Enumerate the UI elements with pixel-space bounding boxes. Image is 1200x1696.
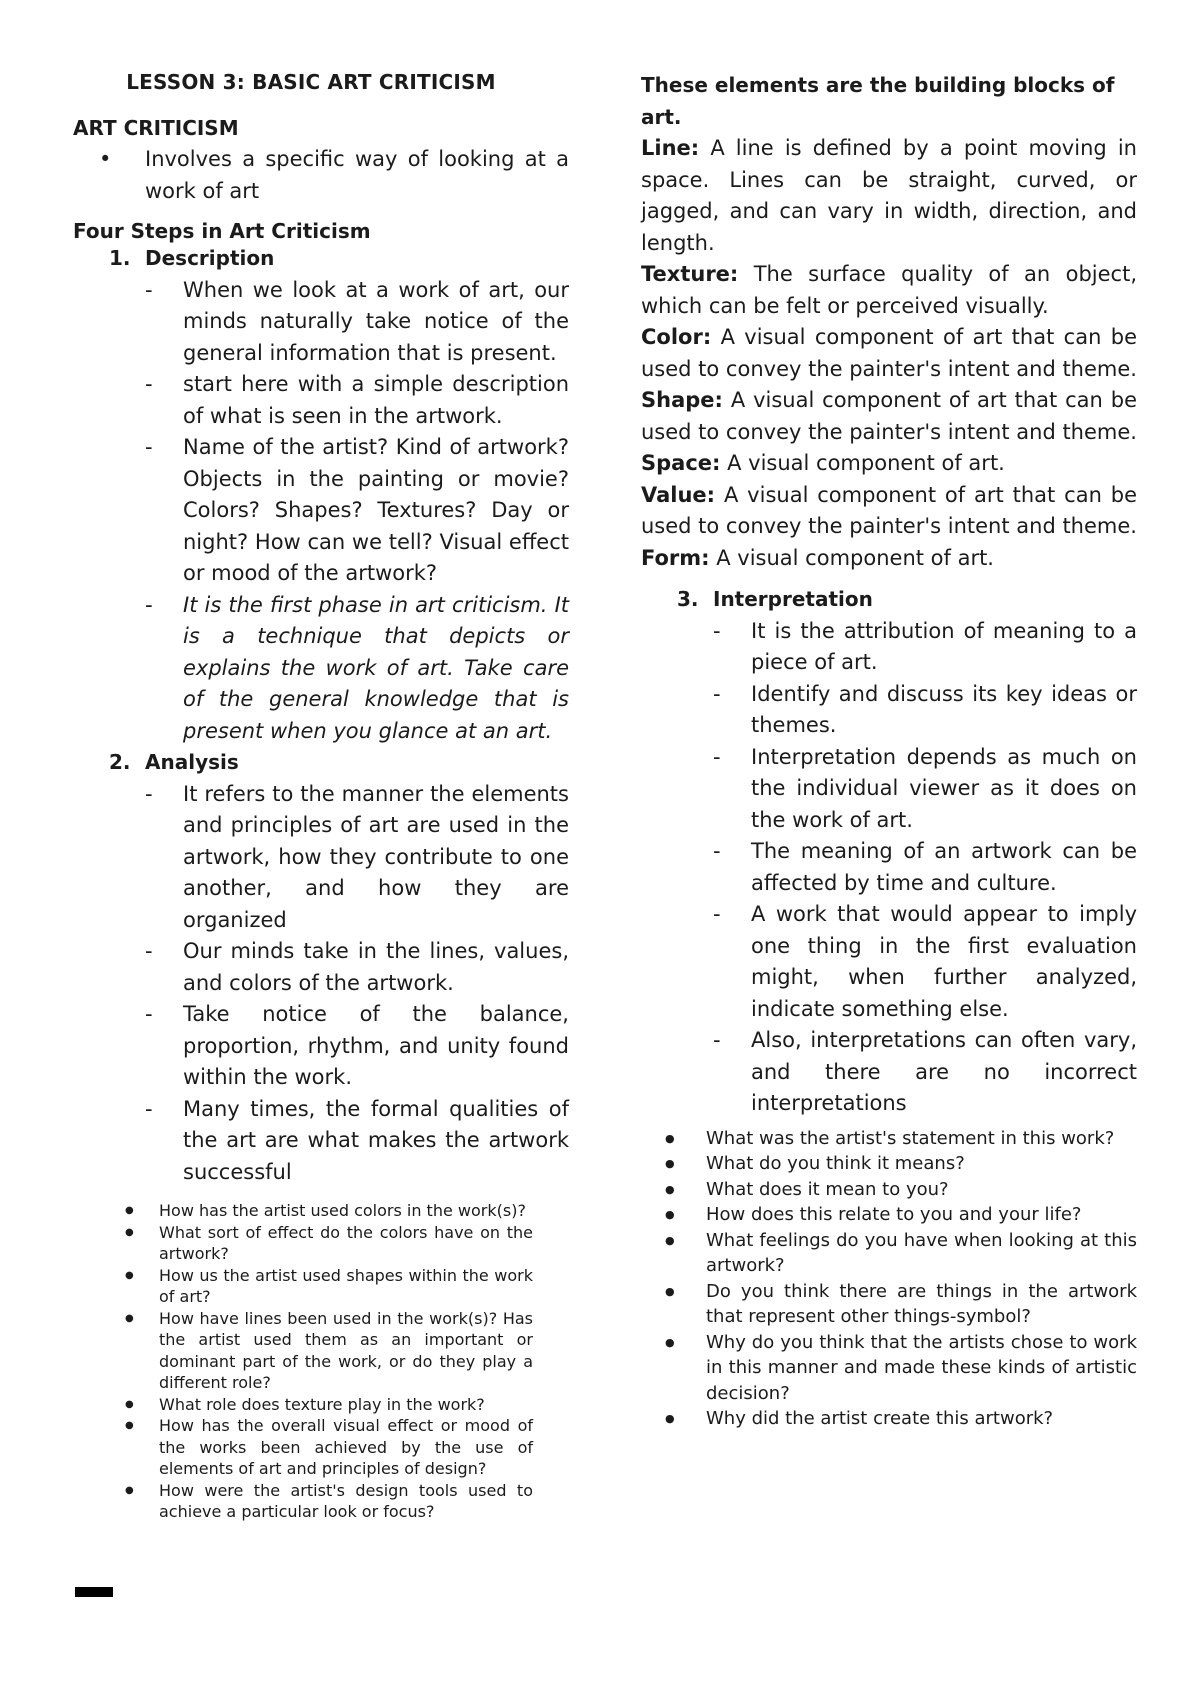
list-item: - Interpretation depends as much on the individual viewer as it does on the work of art. bbox=[641, 742, 1137, 837]
list-item: - A work that would appear to imply one thing in the first evaluation might, when further analyzed, indicate something else. bbox=[641, 899, 1137, 1025]
list-item: - Name of the artist? Kind of artwork? Objects in the painting or movie? Colors? Shapes? Textures? Day or night? How can we tell? Visual effect or mood of the artwork? bbox=[73, 432, 569, 590]
art-criticism-heading: ART CRITICISM bbox=[73, 116, 239, 140]
art-criticism-bullet: • Involves a specific way of looking at a work of art bbox=[73, 144, 569, 207]
element-color bbox=[641, 322, 1137, 385]
step-number: 2. bbox=[109, 750, 131, 774]
question-item: ● How does this relate to you and your life? bbox=[641, 1202, 1137, 1228]
four-steps-heading: Four Steps in Art Criticism bbox=[73, 219, 371, 243]
element-text: A visual component of art that can be used to convey the painter's intent and theme. bbox=[641, 388, 1137, 444]
element-text: The surface quality of an object, which can be felt or perceived visually. bbox=[641, 262, 1137, 318]
element-text: A visual component of art that can be used to convey the painter's intent and theme. bbox=[641, 325, 1137, 381]
right-column bbox=[641, 70, 1137, 1432]
page-corner-mark bbox=[75, 1587, 113, 1597]
element-term: Shape: bbox=[641, 388, 723, 412]
art-criticism-list bbox=[73, 144, 569, 207]
analysis-list bbox=[73, 779, 569, 1189]
question-item: ● How has the artist used colors in the work(s)? bbox=[73, 1200, 569, 1222]
element-term: Form: bbox=[641, 545, 710, 570]
element-space bbox=[641, 448, 1137, 480]
element-text: A visual component of art. bbox=[716, 545, 994, 570]
list-item: - The meaning of an artwork can be affected by time and culture. bbox=[641, 836, 1137, 899]
step-analysis bbox=[73, 747, 569, 1188]
question-item: ● What feelings do you have when looking at this artwork? bbox=[641, 1228, 1137, 1279]
element-term: Value: bbox=[641, 482, 716, 507]
element-line bbox=[641, 133, 1137, 259]
element-term: Line: bbox=[641, 136, 700, 160]
step-label: Interpretation bbox=[713, 587, 873, 611]
step-label: Description bbox=[145, 246, 275, 270]
list-item: - Our minds take in the lines, values, and colors of the artwork. bbox=[73, 936, 569, 999]
question-item: ● What do you think it means? bbox=[641, 1151, 1137, 1177]
list-item: - It refers to the manner the elements and principles of art are used in the artwork, how they contribute to one another, and how they are organized bbox=[73, 779, 569, 937]
question-item: ● What does it mean to you? bbox=[641, 1177, 1137, 1203]
page-title: LESSON 3: BASIC ART CRITICISM bbox=[126, 70, 496, 94]
question-item: ● What was the artist's statement in this work? bbox=[641, 1126, 1137, 1152]
question-item: ● Why did the artist create this artwork? bbox=[641, 1406, 1137, 1432]
step-interpretation-title bbox=[641, 584, 1137, 616]
list-item: - Many times, the formal qualities of the art are what makes the artwork successful bbox=[73, 1094, 569, 1189]
element-term: Color: bbox=[641, 325, 712, 349]
question-item: ● Why do you think that the artists chose to work in this manner and made these kinds of artistic decision? bbox=[641, 1330, 1137, 1407]
list-item: - Take notice of the balance, proportion, rhythm, and unity found within the work. bbox=[73, 999, 569, 1094]
step-analysis-title bbox=[73, 747, 569, 779]
step-number: 1. bbox=[109, 246, 131, 270]
element-text: A line is defined by a point moving in space. Lines can be straight, curved, or jagged, and can vary in width, direction, and length. bbox=[641, 136, 1137, 255]
list-item: - Identify and discuss its key ideas or themes. bbox=[641, 679, 1137, 742]
step-label: Analysis bbox=[145, 750, 239, 774]
interpretation-list bbox=[641, 616, 1137, 1120]
question-item: ● What sort of effect do the colors have on the artwork? bbox=[73, 1222, 569, 1265]
interpretation-questions bbox=[641, 1126, 1137, 1432]
question-item: ● What role does texture play in the work? bbox=[73, 1394, 569, 1416]
question-item: ● How were the artist's design tools used to achieve a particular look or focus? bbox=[73, 1480, 569, 1523]
element-value bbox=[641, 480, 1137, 543]
list-item: - When we look at a work of art, our minds naturally take notice of the general information that is present. bbox=[73, 275, 569, 370]
list-item: - start here with a simple description of what is seen in the artwork. bbox=[73, 369, 569, 432]
element-term: Texture: bbox=[641, 262, 739, 286]
element-term: Space: bbox=[641, 451, 721, 475]
step-description bbox=[73, 243, 569, 747]
step-description-title bbox=[73, 243, 569, 275]
description-list bbox=[73, 275, 569, 748]
element-shape bbox=[641, 385, 1137, 448]
list-item: - Also, interpretations can often vary, and there are no incorrect interpretations bbox=[641, 1025, 1137, 1120]
list-item: - It is the attribution of meaning to a piece of art. bbox=[641, 616, 1137, 679]
step-interpretation bbox=[641, 584, 1137, 1120]
element-form bbox=[641, 543, 1137, 575]
question-item: ● How have lines been used in the work(s)? Has the artist used them as an important or dominant part of the work, or do they play a different role? bbox=[73, 1308, 569, 1394]
element-text: A visual component of art. bbox=[727, 451, 1005, 475]
elements-heading: These elements are the building blocks of art. bbox=[641, 73, 1115, 129]
list-item: - It is the first phase in art criticism. It is a technique that depicts or explains the work of art. Take care of the general knowledge that is present when you glance at an art. bbox=[73, 590, 569, 748]
step-number: 3. bbox=[677, 587, 699, 611]
analysis-questions bbox=[73, 1200, 569, 1523]
element-texture bbox=[641, 259, 1137, 322]
question-item: ● How has the overall visual effect or mood of the works been achieved by the use of elements of art and principles of design? bbox=[73, 1415, 569, 1480]
question-item: ● How us the artist used shapes within the work of art? bbox=[73, 1265, 569, 1308]
left-column bbox=[73, 70, 569, 1523]
element-text: A visual component of art that can be used to convey the painter's intent and theme. bbox=[641, 482, 1137, 538]
question-item: ● Do you think there are things in the artwork that represent other things-symbol? bbox=[641, 1279, 1137, 1330]
